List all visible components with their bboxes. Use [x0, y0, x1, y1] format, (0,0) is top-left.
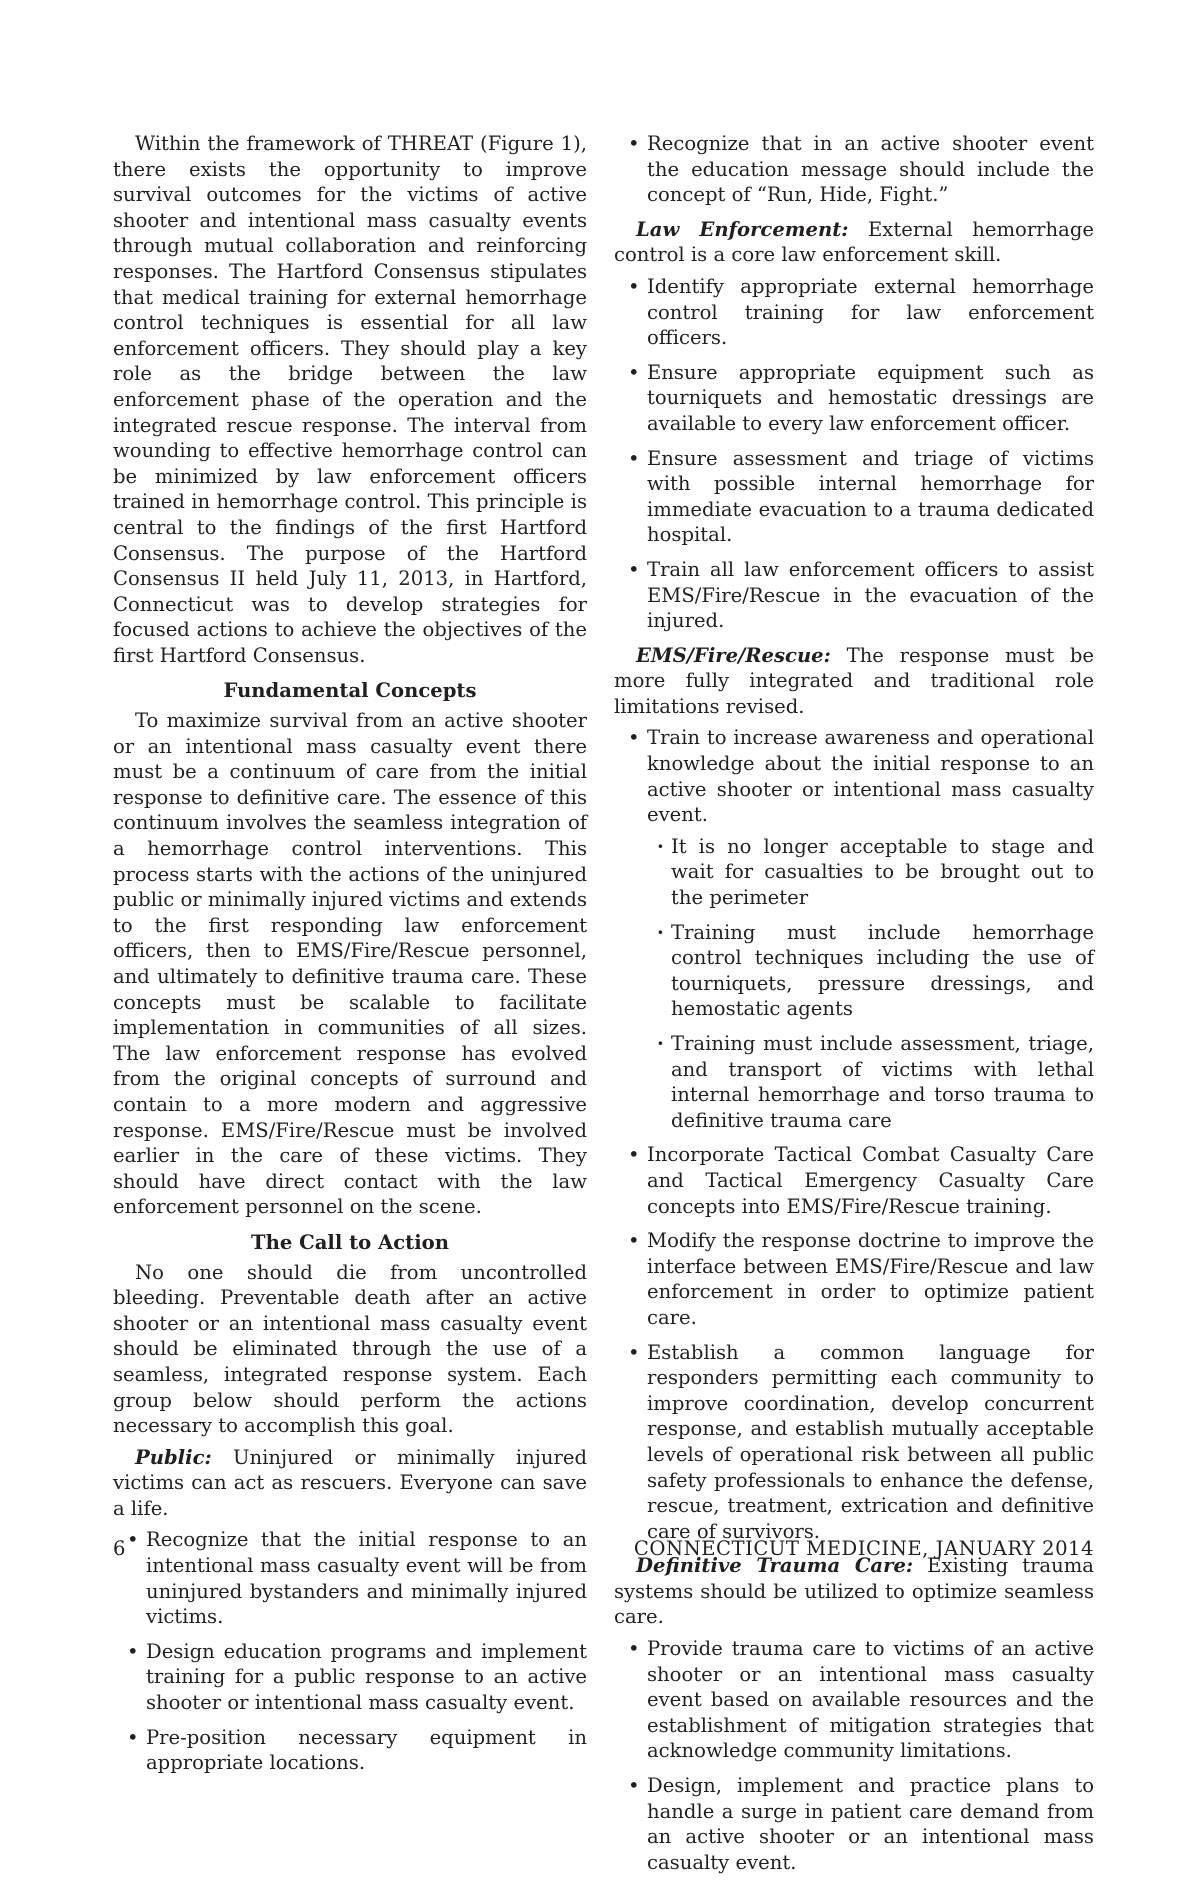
public-paragraph — [113, 1445, 587, 1522]
trauma-care-paragraph — [614, 1553, 1094, 1630]
journal-footer: CONNECTICUT MEDICINE, JANUARY 2014 — [633, 1537, 1094, 1560]
sub-list-item: · Training must include assessment, triage, and transport of victims with lethal internal hemorrhage and torso trauma to definitive trauma care — [647, 1031, 1094, 1133]
left-column — [113, 131, 587, 1785]
ems-sub-bullet-list — [647, 834, 1094, 1134]
trauma-care-bullet-list — [614, 1636, 1094, 1875]
list-item: • Design, implement and practice plans to handle a surge in patient care demand from an active shooter or an intentional mass casualty event. — [614, 1773, 1094, 1875]
law-enforcement-label: Law Enforcement: — [636, 217, 849, 241]
list-item: • Incorporate Tactical Combat Casualty Care and Tactical Emergency Casualty Care concepts into EMS/Fire/Rescue training. — [614, 1142, 1094, 1219]
sub-list-item: · Training must include hemorrhage control techniques including the use of tourniquets, pressure dressings, and hemostatic agents — [647, 920, 1094, 1022]
public-label: Public: — [135, 1445, 212, 1469]
list-item: • Ensure appropriate equipment such as tourniquets and hemostatic dressings are available to every law enforcement officer. — [614, 360, 1094, 437]
sub-list-item: · It is no longer acceptable to stage and wait for casualties to be brought out to the perimeter — [647, 834, 1094, 911]
list-item: • Recognize that in an active shooter event the education message should include the concept of “Run, Hide, Fight.” — [614, 131, 1094, 208]
intro-paragraph: Within the framework of THREAT (Figure 1), there exists the opportunity to improve survival outcomes for the victims of active shooter and intentional mass casualty events through mutual collaboration and reinforcing responses. The Hartford Consensus stipulates that medical training for external hemorrhage control techniques is essential for all law enforcement officers. They should play a key role as the bridge between the law enforcement phase of the operation and the integrated rescue response. The interval from wounding to effective hemorrhage control can be minimized by law enforcement officers trained in hemorrhage control. This principle is central to the findings of the first Hartford Consensus. The purpose of the Hartford Consensus II held July 11, 2013, in Hartford, Connecticut was to develop strategies for focused actions to achieve the objectives of the first Hartford Consensus. — [113, 132, 587, 667]
list-item: • Establish a common language for responders permitting each community to improve coordination, develop concurrent response, and establish mutually acceptable levels of operational risk between all public safety professionals to enhance the defense, rescue, treatment, extrication and definitive care of survivors. — [614, 1340, 1094, 1545]
law-enforcement-paragraph — [614, 217, 1094, 268]
public-text: Uninjured or minimally injured victims can act as rescuers. Everyone can save a life. — [113, 1445, 587, 1520]
list-item: • Design education programs and implement training for a public response to an active shooter or intentional mass casualty event. — [113, 1639, 587, 1716]
section-heading-call-to-action: The Call to Action — [251, 1230, 449, 1254]
call-to-action-paragraph: No one should die from uncontrolled bleeding. Preventable death after an active shooter or an intentional mass casualty event should be eliminated through the use of a seamless, integrated response system. Each group below should perform the actions necessary to accomplish this goal. — [113, 1260, 587, 1438]
list-item: • Ensure assessment and triage of victims with possible internal hemorrhage for immediate evacuation to a trauma dedicated hospital. — [614, 446, 1094, 548]
right-column — [614, 131, 1094, 1884]
trauma-care-text: Existing trauma systems should be utilized to optimize seamless care. — [614, 1554, 1094, 1629]
list-item: • Pre-position necessary equipment in appropriate locations. — [113, 1725, 587, 1776]
public-bullet-list — [113, 1527, 587, 1775]
trauma-care-label: Definitive Trauma Care: — [636, 1554, 914, 1578]
public-bullet-list-continued — [614, 131, 1094, 208]
ems-paragraph — [614, 643, 1094, 720]
list-item: • Train all law enforcement officers to assist EMS/Fire/Rescue in the evacuation of the injured. — [614, 557, 1094, 634]
ems-bullet-list — [614, 725, 1094, 1544]
page-number: 6 — [113, 1537, 126, 1560]
law-enforcement-bullet-list — [614, 274, 1094, 634]
ems-label: EMS/Fire/Rescue: — [636, 643, 831, 667]
list-item-text: Train to increase awareness and operational knowledge about the initial response to an active shooter or intentional mass casualty event. — [647, 726, 1094, 827]
section-heading-fundamental-concepts: Fundamental Concepts — [223, 679, 477, 703]
list-item: • Modify the response doctrine to improve the interface between EMS/Fire/Rescue and law enforcement in order to optimize patient care. — [614, 1228, 1094, 1330]
ems-text: The response must be more fully integrated and traditional role limitations revised. — [614, 643, 1094, 718]
law-enforcement-text: External hemorrhage control is a core law enforcement skill. — [614, 217, 1094, 267]
list-item: • Identify appropriate external hemorrhage control training for law enforcement officers. — [614, 274, 1094, 351]
list-item — [614, 725, 1094, 1133]
list-item: • Recognize that the initial response to an intentional mass casualty event will be from uninjured bystanders and minimally injured victims. — [113, 1527, 587, 1629]
list-item: • Provide trauma care to victims of an active shooter or an intentional mass casualty event based on available resources and the establishment of mitigation strategies that acknowledge community limitations. — [614, 1636, 1094, 1764]
fundamental-concepts-paragraph: To maximize survival from an active shooter or an intentional mass casualty event there must be a continuum of care from the initial response to definitive care. The essence of this continuum involves the seamless integration of a hemorrhage control interventions. This process starts with the actions of the uninjured public or minimally injured victims and extends to the first responding law enforcement officers, then to EMS/Fire/Rescue personnel, and ultimately to definitive trauma care. These concepts must be scalable to facilitate implementation in communities of all sizes. The law enforcement response has evolved from the original concepts of surround and contain to a more modern and aggressive response. EMS/Fire/Rescue must be involved earlier in the care of these victims. They should have direct contact with the law enforcement personnel on the scene. — [113, 709, 587, 1219]
